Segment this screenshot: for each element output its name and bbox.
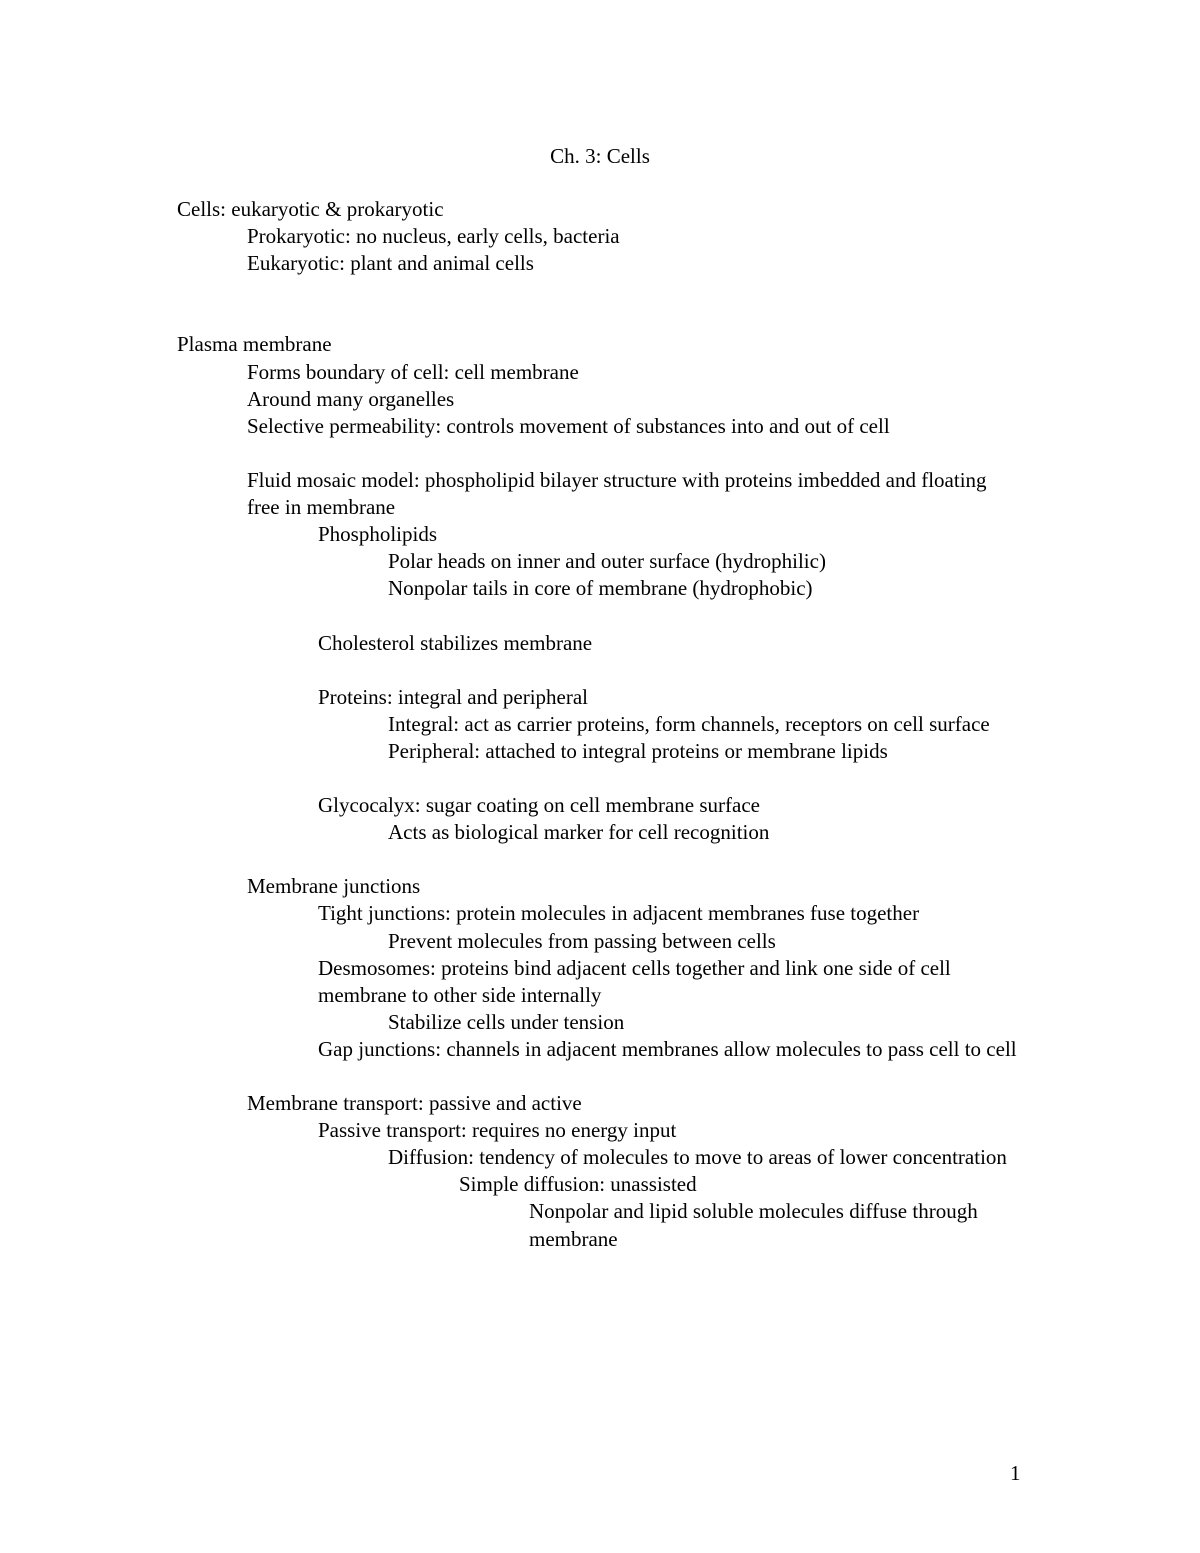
outline-line: Passive transport: requires no energy input [318, 1118, 677, 1143]
blank-line [177, 602, 1017, 629]
blank-line [177, 657, 1017, 684]
outline-line: Tight junctions: protein molecules in adjacent membranes fuse together [318, 901, 920, 926]
outline-line: Eukaryotic: plant and animal cells [247, 251, 534, 276]
outline-line: Polar heads on inner and outer surface (hydrophilic) [388, 549, 826, 574]
outline-line: Cholesterol stabilizes membrane [318, 630, 593, 655]
outline-line: Proteins: integral and peripheral [318, 684, 588, 709]
outline-line: Prevent molecules from passing between cells [388, 928, 776, 953]
outline-line: Cells: eukaryotic & prokaryotic [177, 197, 444, 221]
outline-line: Glycocalyx: sugar coating on cell membrane surface [318, 793, 760, 818]
outline-line: Gap junctions: channels in adjacent membranes allow molecules to pass cell to cell [318, 1036, 1017, 1061]
blank-line [177, 277, 1017, 304]
outline-line: Peripheral: attached to integral proteins or membrane lipids [388, 738, 888, 763]
outline-line: Plasma membrane [177, 332, 332, 357]
page-number: 1 [1010, 1461, 1021, 1485]
outline-line: Phospholipids [318, 522, 438, 547]
outline-notes [177, 196, 1017, 1253]
outline-line: Forms boundary of cell: cell membrane [247, 359, 579, 384]
blank-line [177, 304, 1017, 331]
outline-line: Simple diffusion: unassisted [459, 1172, 697, 1197]
outline-line: Desmosomes: proteins bind adjacent cells together and link one side of cell membrane to other side internally [318, 955, 951, 1007]
blank-line [177, 846, 1017, 873]
blank-line [177, 1063, 1017, 1090]
outline-line: Nonpolar tails in core of membrane (hydrophobic) [388, 576, 813, 601]
outline-line: Prokaryotic: no nucleus, early cells, bacteria [247, 224, 620, 249]
page-title: Ch. 3: Cells [550, 144, 650, 168]
outline-line: Fluid mosaic model: phospholipid bilayer structure with proteins imbedded and floating free in membrane [247, 467, 987, 520]
outline-line: Membrane junctions [247, 874, 421, 899]
outline-line: Acts as biological marker for cell recognition [388, 820, 770, 845]
outline-line: Diffusion: tendency of molecules to move to areas of lower concentration [388, 1145, 1007, 1170]
outline-line: Integral: act as carrier proteins, form channels, receptors on cell surface [388, 711, 990, 736]
outline-line: Membrane transport: passive and active [247, 1091, 582, 1116]
outline-line: Stabilize cells under tension [388, 1009, 625, 1034]
outline-line: Selective permeability: controls movement of substances into and out of cell [247, 413, 890, 438]
outline-line: Around many organelles [247, 386, 455, 411]
outline-line: Nonpolar and lipid soluble molecules diffuse through membrane [529, 1199, 978, 1251]
blank-line [177, 765, 1017, 792]
blank-line [177, 440, 1017, 467]
